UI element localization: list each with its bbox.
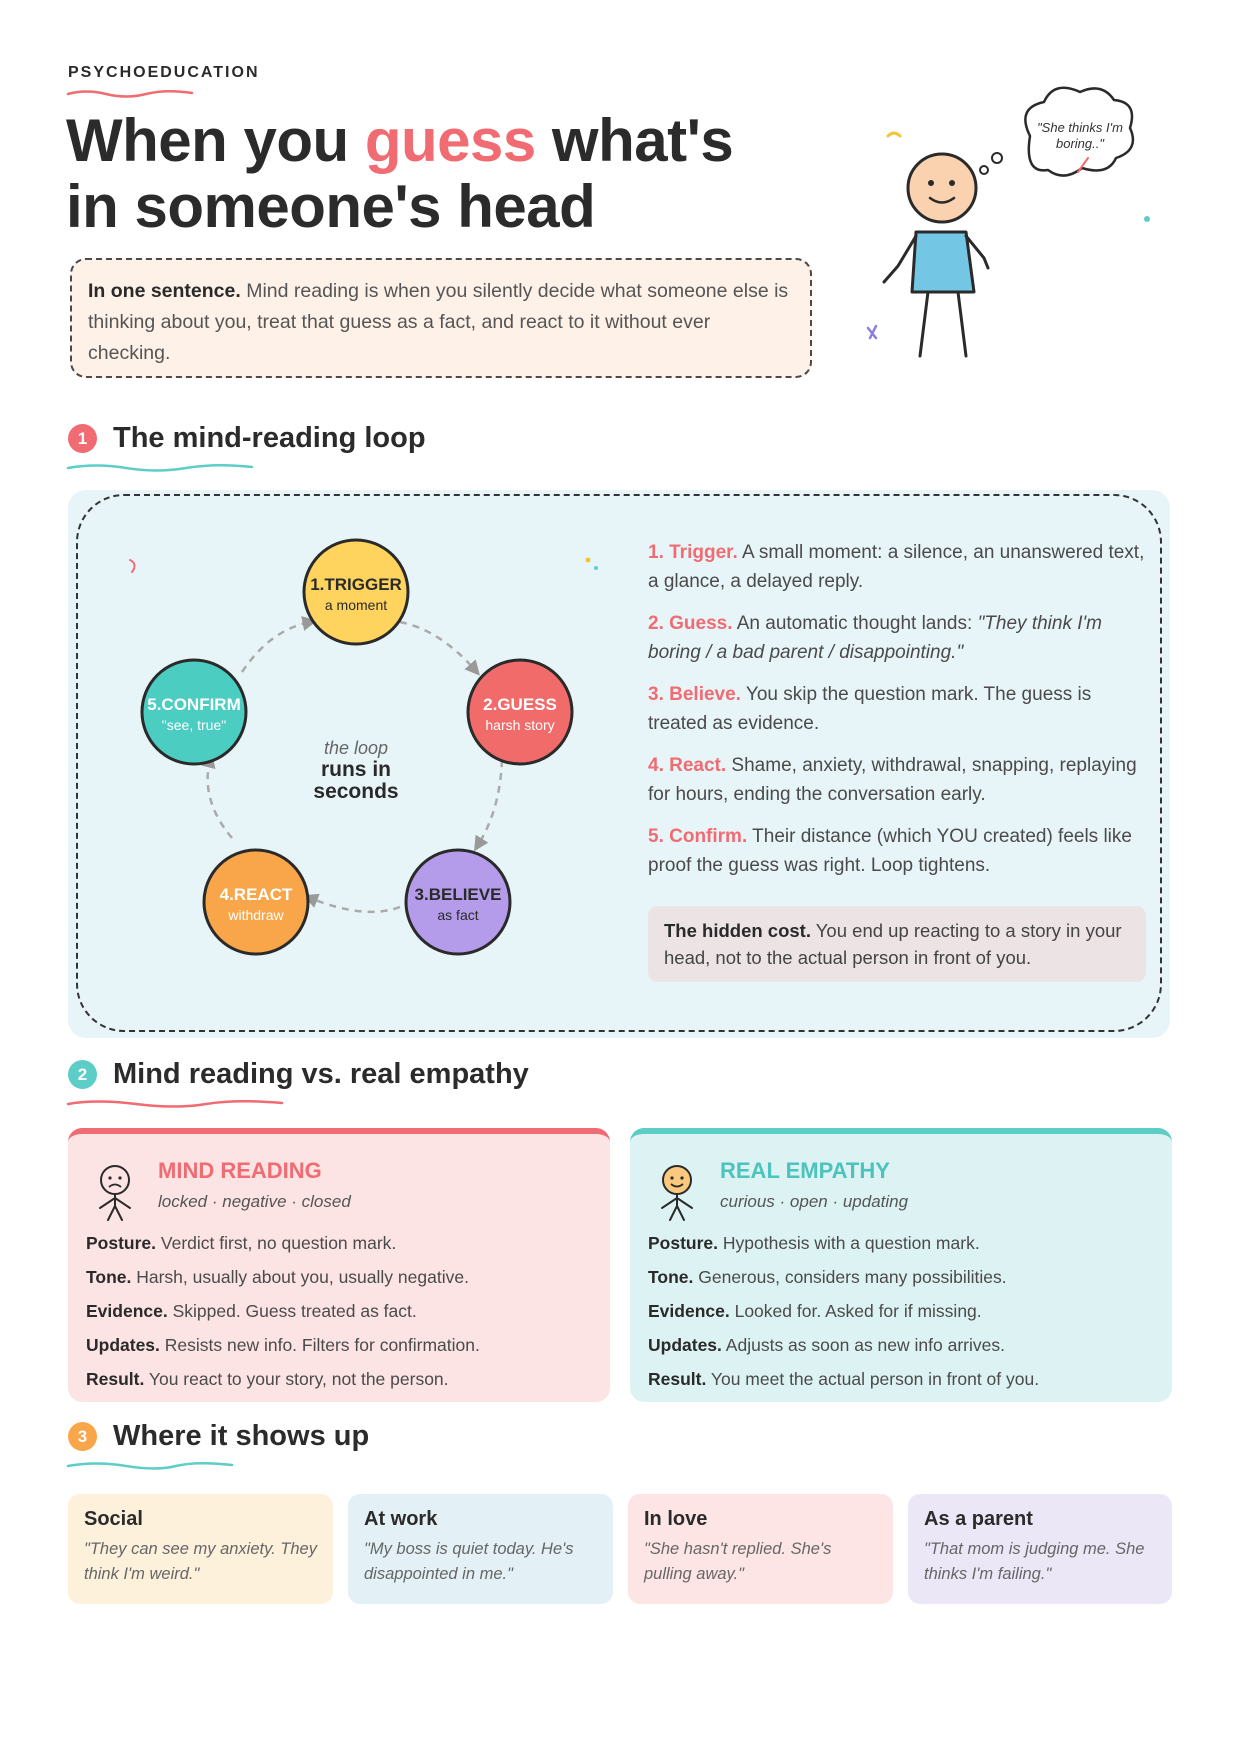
title-accent-word: guess xyxy=(364,107,536,174)
loop-node-subtitle: withdraw xyxy=(228,907,284,923)
section-heading-compare xyxy=(68,1058,529,1091)
loop-node-3 xyxy=(406,850,510,954)
loop-node-4 xyxy=(204,850,308,954)
section-title-1: The mind-reading loop xyxy=(113,422,426,454)
section-number-1: 1 xyxy=(68,424,97,453)
compare-row: Updates. Adjusts as soon as new info arrives. xyxy=(648,1335,1005,1355)
compare-row: Posture. Hypothesis with a question mark. xyxy=(648,1233,980,1253)
section-title-3: Where it shows up xyxy=(113,1420,370,1452)
section-underline-1 xyxy=(66,462,256,474)
thinking-figure-illustration xyxy=(860,86,1190,376)
loop-node-2 xyxy=(468,660,572,764)
where-tile-parent: As a parent "That mom is judging me. She thinks I'm failing." xyxy=(908,1494,1172,1604)
page-title: When you guess what's in someone's head xyxy=(66,107,734,240)
hidden-cost-callout: The hidden cost. You end up reacting to a story in your head, not to the actual person in front of you. xyxy=(648,906,1146,982)
compare-row: Posture. Verdict first, no question mark. xyxy=(86,1233,397,1253)
loop-steps-list xyxy=(648,538,1153,893)
loop-node-title: 3.BELIEVE xyxy=(414,885,502,904)
where-tile-love: In love "She hasn't replied. She's pulling away." xyxy=(628,1494,893,1604)
eyebrow-label: PSYCHOEDUCATION xyxy=(68,64,260,81)
summary-text: Mind reading is when you silently decide what someone else is thinking about you, treat that guess as a fact, and react to it without ever checking. xyxy=(88,280,789,364)
real-empathy-rows xyxy=(648,1226,1039,1396)
smiling-figure-icon xyxy=(650,1162,704,1224)
summary-label: In one sentence. xyxy=(88,280,241,302)
loop-step-4: 4. React. Shame, anxiety, withdrawal, snapping, replaying for hours, ending the conversation early. xyxy=(648,755,1137,805)
compare-row: Evidence. Looked for. Asked for if missing. xyxy=(648,1301,982,1321)
where-tile-social: Social "They can see my anxiety. They think I'm weird." xyxy=(68,1494,333,1604)
mind-reading-rows xyxy=(86,1226,480,1396)
section-underline-2 xyxy=(66,1098,286,1110)
loop-step-5: 5. Confirm. Their distance (which YOU created) feels like proof the guess was right. Loop tightens. xyxy=(648,826,1132,876)
loop-node-5 xyxy=(142,660,246,764)
loop-node-subtitle: harsh story xyxy=(485,717,555,733)
loop-step-2: 2. Guess. An automatic thought lands: "They think I'm boring / a bad parent / disappointing." xyxy=(648,613,1102,663)
compare-row: Updates. Resists new info. Filters for confirmation. xyxy=(86,1335,480,1355)
section-underline-3 xyxy=(66,1460,236,1472)
loop-node-subtitle: a moment xyxy=(324,597,388,613)
loop-center-top: the loop xyxy=(323,738,389,758)
loop-step-1: 1. Trigger. A small moment: a silence, an unanswered text, a glance, a delayed reply. xyxy=(648,542,1145,592)
loop-center-line2: seconds xyxy=(313,780,399,803)
mind-reading-title: MIND READING xyxy=(158,1158,322,1183)
loop-node-title: 1.TRIGGER xyxy=(310,575,402,594)
loop-node-subtitle: as fact xyxy=(437,907,479,923)
loop-diagram xyxy=(100,520,640,980)
compare-row: Tone. Harsh, usually about you, usually negative. xyxy=(86,1267,469,1287)
where-tile-work: At work "My boss is quiet today. He's disappointed in me." xyxy=(348,1494,613,1604)
loop-step-3: 3. Believe. You skip the question mark. The guess is treated as evidence. xyxy=(648,684,1092,734)
section-title-2: Mind reading vs. real empathy xyxy=(113,1058,529,1090)
loop-center-line1: runs in xyxy=(320,758,392,781)
compare-row: Tone. Generous, considers many possibilities. xyxy=(648,1267,1007,1287)
mind-reading-card xyxy=(68,1128,610,1402)
real-empathy-subtitle: curious · open · updating xyxy=(720,1192,909,1211)
compare-row: Result. You react to your story, not the person. xyxy=(86,1369,449,1389)
loop-node-1 xyxy=(304,540,408,644)
compare-row: Result. You meet the actual person in front of you. xyxy=(648,1369,1040,1389)
thought-bubble-text: "She thinks I'm boring.." xyxy=(1037,120,1123,151)
section-heading-loop xyxy=(68,422,426,455)
loop-node-subtitle: "see, true" xyxy=(161,717,227,733)
summary-box xyxy=(70,258,812,378)
compare-row: Evidence. Skipped. Guess treated as fact. xyxy=(86,1301,417,1321)
mind-reading-subtitle: locked · negative · closed xyxy=(158,1192,351,1211)
frowning-figure-icon xyxy=(88,1162,142,1224)
eyebrow-underline xyxy=(66,88,196,100)
section-number-3: 3 xyxy=(68,1422,97,1451)
loop-node-title: 2.GUESS xyxy=(483,695,557,714)
real-empathy-card xyxy=(630,1128,1172,1402)
loop-node-title: 4.REACT xyxy=(219,885,293,904)
real-empathy-title: REAL EMPATHY xyxy=(720,1158,890,1183)
section-heading-where xyxy=(68,1420,369,1453)
loop-node-title: 5.CONFIRM xyxy=(147,695,241,714)
section-number-2: 2 xyxy=(68,1060,97,1089)
